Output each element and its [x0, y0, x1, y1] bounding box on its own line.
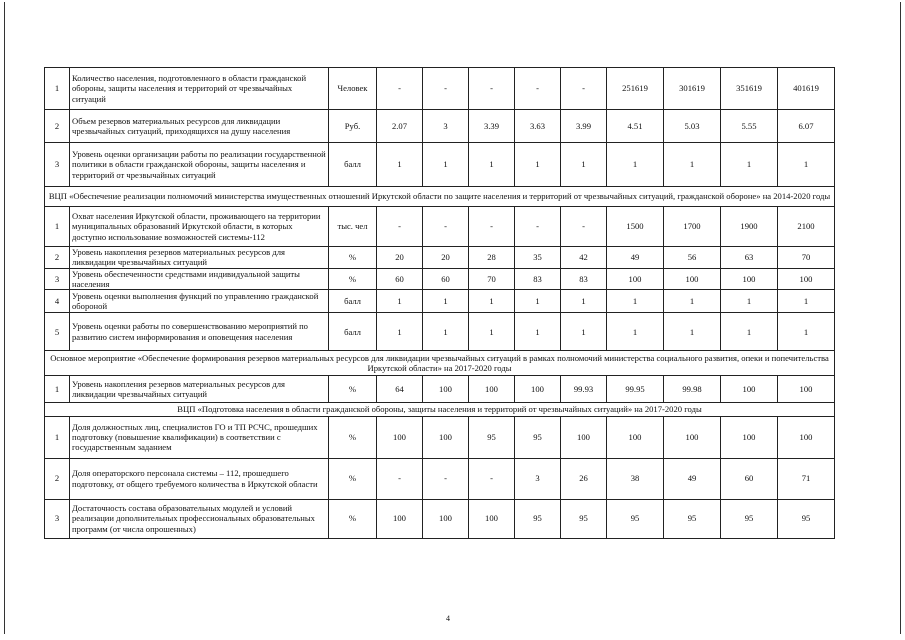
- indicator-name: Уровень оценки выполнения функций по управлению гражданской обороной: [70, 290, 329, 313]
- indicator-name: Уровень накопления резервов материальных ресурсов для ликвидации чрезвычайных ситуаций: [70, 376, 329, 403]
- value-cell: 100: [561, 416, 607, 458]
- value-cell: 60: [721, 458, 778, 499]
- indicator-name: Уровень оценки работы по совершенствованию мероприятий по развитию систем информирования и оповещения населения: [70, 313, 329, 351]
- value-cell: 60: [377, 268, 423, 290]
- value-cell: 1: [561, 290, 607, 313]
- value-cell: 63: [721, 247, 778, 269]
- value-cell: 1: [778, 143, 835, 187]
- table-row: [45, 290, 835, 313]
- unit-cell: Руб.: [329, 110, 377, 143]
- value-cell: -: [423, 68, 469, 110]
- value-cell: 1: [607, 313, 664, 351]
- value-cell: 56: [664, 247, 721, 269]
- value-cell: 1: [423, 143, 469, 187]
- table-row: [45, 143, 835, 187]
- value-cell: 1: [721, 290, 778, 313]
- value-cell: 351619: [721, 68, 778, 110]
- unit-cell: балл: [329, 313, 377, 351]
- value-cell: 1: [607, 143, 664, 187]
- value-cell: 49: [607, 247, 664, 269]
- table-row: [45, 110, 835, 143]
- indicator-name: Доля операторского персонала системы – 112, прошедшего подготовку, от общего требуемого количества в Иркутской области: [70, 458, 329, 499]
- value-cell: 1: [561, 143, 607, 187]
- row-number: 3: [45, 268, 70, 290]
- value-cell: 1: [469, 290, 515, 313]
- unit-cell: балл: [329, 290, 377, 313]
- value-cell: 95: [607, 499, 664, 538]
- value-cell: 1: [515, 290, 561, 313]
- value-cell: 3.99: [561, 110, 607, 143]
- unit-cell: балл: [329, 143, 377, 187]
- unit-cell: Человек: [329, 68, 377, 110]
- value-cell: -: [377, 207, 423, 247]
- row-number: 2: [45, 110, 70, 143]
- value-cell: -: [377, 458, 423, 499]
- indicator-name: Уровень оценки организации работы по реализации государственной политики в области гражданской обороны, защиты населения и территорий от чрезвычайных ситуаций: [70, 143, 329, 187]
- value-cell: 35: [515, 247, 561, 269]
- section-heading-row: [45, 403, 835, 416]
- value-cell: 83: [561, 268, 607, 290]
- value-cell: 100: [423, 416, 469, 458]
- value-cell: 1: [515, 143, 561, 187]
- value-cell: 60: [423, 268, 469, 290]
- value-cell: 95: [664, 499, 721, 538]
- value-cell: 100: [423, 499, 469, 538]
- value-cell: 70: [778, 247, 835, 269]
- value-cell: 1: [607, 290, 664, 313]
- value-cell: -: [469, 68, 515, 110]
- value-cell: 1: [664, 313, 721, 351]
- value-cell: 99.98: [664, 376, 721, 403]
- value-cell: 100: [469, 376, 515, 403]
- row-number: 1: [45, 376, 70, 403]
- value-cell: 3: [515, 458, 561, 499]
- value-cell: 100: [607, 268, 664, 290]
- indicators-table: [44, 67, 835, 539]
- value-cell: 251619: [607, 68, 664, 110]
- section-heading: ВЦП «Обеспечение реализации полномочий министерства имущественных отношений Иркутской области по защите населения и территорий от чрезвычайных ситуаций, гражданской обороне» на 2014-2020 годы: [45, 187, 835, 207]
- unit-cell: %: [329, 499, 377, 538]
- value-cell: 100: [778, 416, 835, 458]
- indicator-name: Уровень накопления резервов материальных ресурсов для ликвидации чрезвычайных ситуаций: [70, 247, 329, 269]
- unit-cell: %: [329, 268, 377, 290]
- value-cell: 49: [664, 458, 721, 499]
- value-cell: -: [469, 458, 515, 499]
- table-row: [45, 376, 835, 403]
- unit-cell: %: [329, 376, 377, 403]
- unit-cell: %: [329, 416, 377, 458]
- value-cell: 6.07: [778, 110, 835, 143]
- table-row: [45, 313, 835, 351]
- row-number: 3: [45, 143, 70, 187]
- value-cell: 100: [377, 499, 423, 538]
- value-cell: 100: [778, 268, 835, 290]
- value-cell: 1: [721, 313, 778, 351]
- section-heading-row: [45, 187, 835, 207]
- value-cell: 100: [423, 376, 469, 403]
- row-number: 2: [45, 458, 70, 499]
- row-number: 3: [45, 499, 70, 538]
- value-cell: -: [469, 207, 515, 247]
- indicator-name: Охват населения Иркутской области, проживающего на территории муниципальных образований Иркутской области, в которых доступно использование возможностей системы-112: [70, 207, 329, 247]
- value-cell: 1: [377, 143, 423, 187]
- value-cell: 100: [664, 416, 721, 458]
- table-row: [45, 268, 835, 290]
- section-heading-row: [45, 351, 835, 376]
- table-row: [45, 207, 835, 247]
- value-cell: 1: [423, 290, 469, 313]
- value-cell: 1900: [721, 207, 778, 247]
- value-cell: 1: [377, 313, 423, 351]
- value-cell: 95: [561, 499, 607, 538]
- value-cell: 100: [664, 268, 721, 290]
- row-number: 1: [45, 68, 70, 110]
- row-number: 4: [45, 290, 70, 313]
- value-cell: -: [423, 207, 469, 247]
- value-cell: 100: [778, 376, 835, 403]
- value-cell: 28: [469, 247, 515, 269]
- value-cell: 301619: [664, 68, 721, 110]
- value-cell: 100: [607, 416, 664, 458]
- value-cell: 1: [778, 313, 835, 351]
- value-cell: 2.07: [377, 110, 423, 143]
- value-cell: 95: [515, 499, 561, 538]
- value-cell: 5.03: [664, 110, 721, 143]
- value-cell: 20: [423, 247, 469, 269]
- value-cell: 20: [377, 247, 423, 269]
- unit-cell: %: [329, 458, 377, 499]
- indicator-name: Объем резервов материальных ресурсов для ликвидации чрезвычайных ситуаций, приходящихся на душу населения: [70, 110, 329, 143]
- value-cell: 1: [377, 290, 423, 313]
- value-cell: 26: [561, 458, 607, 499]
- value-cell: 1: [778, 290, 835, 313]
- value-cell: 42: [561, 247, 607, 269]
- row-number: 1: [45, 207, 70, 247]
- value-cell: 5.55: [721, 110, 778, 143]
- value-cell: 1: [561, 313, 607, 351]
- table-row: [45, 499, 835, 538]
- value-cell: 100: [721, 376, 778, 403]
- table-row: [45, 247, 835, 269]
- value-cell: 401619: [778, 68, 835, 110]
- value-cell: 1: [515, 313, 561, 351]
- unit-cell: тыс. чел: [329, 207, 377, 247]
- row-number: 1: [45, 416, 70, 458]
- value-cell: 71: [778, 458, 835, 499]
- value-cell: 4.51: [607, 110, 664, 143]
- value-cell: 95: [778, 499, 835, 538]
- value-cell: -: [561, 207, 607, 247]
- unit-cell: %: [329, 247, 377, 269]
- value-cell: -: [423, 458, 469, 499]
- value-cell: 70: [469, 268, 515, 290]
- indicator-name: Количество населения, подготовленного в области гражданской обороны, защиты населения и территорий от чрезвычайных ситуаций: [70, 68, 329, 110]
- indicator-name: Достаточность состава образовательных модулей и условий реализации дополнительных профессиональных образовательных программ (от числа опрошенных): [70, 499, 329, 538]
- value-cell: 83: [515, 268, 561, 290]
- value-cell: -: [377, 68, 423, 110]
- value-cell: 38: [607, 458, 664, 499]
- value-cell: 100: [721, 268, 778, 290]
- value-cell: -: [561, 68, 607, 110]
- section-heading: Основное мероприятие «Обеспечение формирования резервов материальных ресурсов для ликвидации чрезвычайных ситуаций в рамках полномочий министерства социального развития, опеки и попечительства Иркутской области» на 2017-2020 годы: [45, 351, 835, 376]
- row-number: 5: [45, 313, 70, 351]
- indicator-name: Доля должностных лиц, специалистов ГО и ТП РСЧС, прошедших подготовку (повышение квалификации) в соответствии с государственным заданием: [70, 416, 329, 458]
- table-row: [45, 68, 835, 110]
- value-cell: 99.95: [607, 376, 664, 403]
- value-cell: 95: [469, 416, 515, 458]
- table-body: [45, 68, 835, 539]
- value-cell: 3: [423, 110, 469, 143]
- value-cell: 3.39: [469, 110, 515, 143]
- value-cell: 1: [469, 143, 515, 187]
- value-cell: 1700: [664, 207, 721, 247]
- value-cell: 100: [515, 376, 561, 403]
- row-number: 2: [45, 247, 70, 269]
- value-cell: 3.63: [515, 110, 561, 143]
- value-cell: 1500: [607, 207, 664, 247]
- value-cell: 1: [664, 143, 721, 187]
- value-cell: 1: [423, 313, 469, 351]
- value-cell: 95: [721, 499, 778, 538]
- value-cell: -: [515, 207, 561, 247]
- value-cell: 100: [469, 499, 515, 538]
- page-number: 4: [446, 614, 450, 623]
- value-cell: 100: [721, 416, 778, 458]
- value-cell: 95: [515, 416, 561, 458]
- value-cell: 1: [664, 290, 721, 313]
- value-cell: 2100: [778, 207, 835, 247]
- section-heading: ВЦП «Подготовка населения в области гражданской обороны, защиты населения и территорий от чрезвычайных ситуаций» на 2017-2020 годы: [45, 403, 835, 416]
- value-cell: -: [515, 68, 561, 110]
- value-cell: 1: [721, 143, 778, 187]
- indicator-name: Уровень обеспеченности средствами индивидуальной защиты населения: [70, 268, 329, 290]
- table-row: [45, 458, 835, 499]
- value-cell: 64: [377, 376, 423, 403]
- table-row: [45, 416, 835, 458]
- value-cell: 1: [469, 313, 515, 351]
- value-cell: 100: [377, 416, 423, 458]
- value-cell: 99.93: [561, 376, 607, 403]
